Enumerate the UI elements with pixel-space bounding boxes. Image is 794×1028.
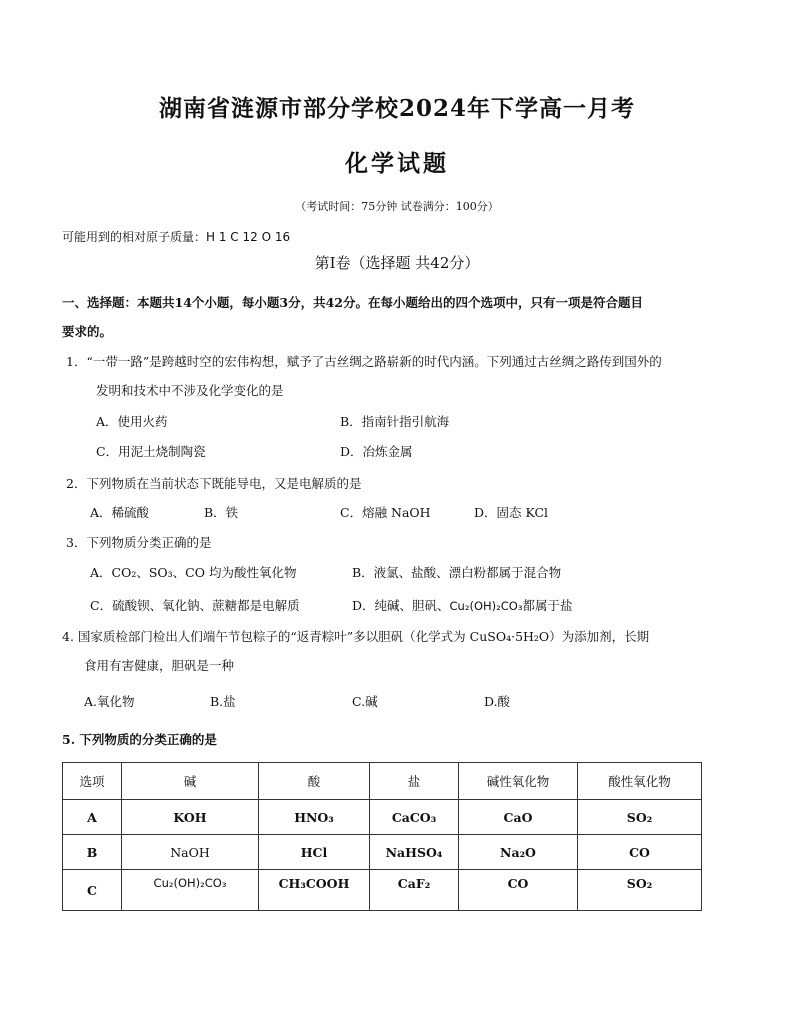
table-row <box>63 835 702 870</box>
table-row <box>63 870 702 911</box>
q2-option-b: B．铁 <box>204 505 239 520</box>
table-header-cell: 盐 <box>370 763 459 800</box>
table-cell: Na₂O <box>459 835 578 870</box>
table-header-cell: 选项 <box>63 763 122 800</box>
table-cell: NaHSO₄ <box>370 835 459 870</box>
table-header-cell: 酸 <box>259 763 370 800</box>
q4-stem-line-1: 4. 国家质检部门检出人们端午节包粽子的“返青粽叶”多以胆矾（化学式为 CuSO₄·5H₂O）为添加剂，长期 <box>62 629 650 644</box>
table-header-cell: 碱性氧化物 <box>459 763 578 800</box>
q3-option-d-suffix: 都属于盐 <box>522 598 573 613</box>
table-header-row <box>63 763 702 800</box>
q3-option-c: C．硫酸钡、氧化钠、蔗糖都是电解质 <box>90 598 300 613</box>
q1-stem-line-1: 1．“一带一路”是跨越时空的宏伟构想，赋予了古丝绸之路崭新的时代内涵。下列通过古丝绸之路传到国外的 <box>66 354 662 369</box>
table-cell: CO <box>459 870 578 911</box>
table-cell: Cu₂(OH)₂CO₃ <box>122 870 259 911</box>
q3-option-d <box>352 596 572 614</box>
q3-option-a: A．CO₂、SO₃、CO 均为酸性氧化物 <box>90 565 297 580</box>
instructions-line-2: 要求的。 <box>62 324 113 339</box>
q3-option-d-formula: Cu₂(OH)₂CO₃ <box>449 599 523 613</box>
q2-option-d: D．固态 KCl <box>474 505 549 520</box>
table-cell-option: B <box>63 835 122 870</box>
table-row <box>63 800 702 835</box>
table-cell: CaCO₃ <box>370 800 459 835</box>
exam-title: 湖南省涟源市部分学校2024年下学高一月考 <box>158 95 635 122</box>
q3-stem: 3．下列物质分类正确的是 <box>66 535 212 550</box>
q4-stem-line-2: 食用有害健康，胆矾是一种 <box>84 658 235 673</box>
table-cell: CO <box>578 835 702 870</box>
table-cell: SO₂ <box>578 800 702 835</box>
table-header-cell: 碱 <box>122 763 259 800</box>
table-cell-option: A <box>63 800 122 835</box>
q5-stem: 5. 下列物质的分类正确的是 <box>62 732 217 747</box>
q1-stem-line-2: 发明和技术中不涉及化学变化的是 <box>96 383 284 398</box>
q4-option-c: C.碱 <box>352 694 378 709</box>
table-cell: CaF₂ <box>370 870 459 911</box>
table-cell: HCl <box>259 835 370 870</box>
table-cell-option: C <box>63 870 122 911</box>
q4-option-a: A.氧化物 <box>84 694 135 709</box>
q3-option-b: B．液氯、盐酸、漂白粉都属于混合物 <box>352 565 562 580</box>
q2-option-a: A．稀硫酸 <box>90 505 150 520</box>
q4-option-b: B.盐 <box>210 694 236 709</box>
table-cell: CaO <box>459 800 578 835</box>
table-cell: HNO₃ <box>259 800 370 835</box>
table-cell: NaOH <box>122 835 259 870</box>
q2-stem: 2．下列物质在当前状态下既能导电，又是电解质的是 <box>66 476 362 491</box>
q3-option-d-prefix: D．纯碱、胆矾、 <box>352 598 450 613</box>
q4-option-d: D.酸 <box>484 694 511 709</box>
q2-option-c: C．熔融 NaOH <box>340 505 431 520</box>
atomic-masses: 可能用到的相对原子质量：H 1 C 12 O 16 <box>62 230 291 244</box>
table-cell: CH₃COOH <box>259 870 370 911</box>
exam-info: （考试时间：75分钟 试卷满分：100分） <box>295 200 499 213</box>
q1-option-a: A．使用火药 <box>96 414 168 429</box>
section-title: 第Ⅰ卷（选择题 共42分） <box>314 254 480 272</box>
classification-table <box>62 762 702 911</box>
table-header-cell: 酸性氧化物 <box>578 763 702 800</box>
q1-option-d: D．冶炼金属 <box>340 444 413 459</box>
q1-option-c: C．用泥土烧制陶瓷 <box>96 444 206 459</box>
table-cell: KOH <box>122 800 259 835</box>
instructions-line-1: 一、选择题：本题共14个小题，每小题3分，共42分。在每小题给出的四个选项中，只有一项是符合题目 <box>62 295 643 310</box>
table-cell: SO₂ <box>578 870 702 911</box>
q1-option-b: B．指南针指引航海 <box>340 414 450 429</box>
exam-subtitle: 化学试题 <box>345 150 449 177</box>
